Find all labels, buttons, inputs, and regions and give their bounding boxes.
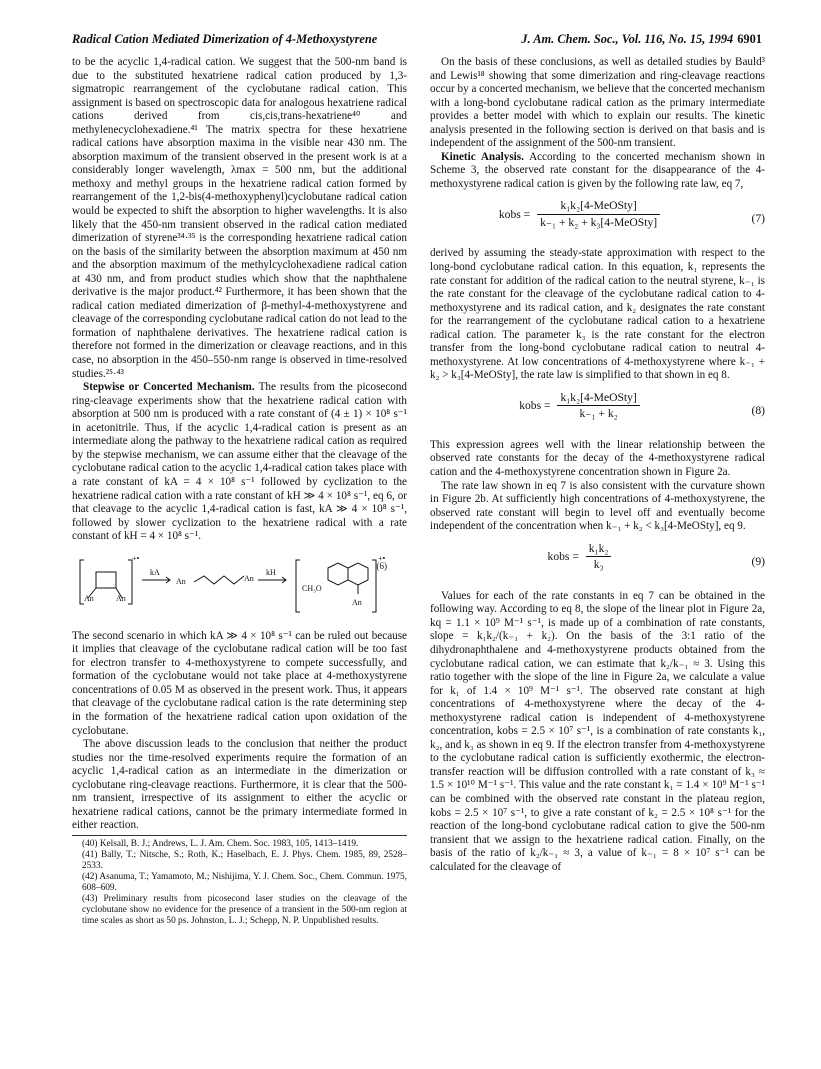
scheme-rate-kh: kH <box>266 567 276 577</box>
equation-number: (9) <box>751 554 765 568</box>
section-runin-heading: Kinetic Analysis. <box>441 150 524 163</box>
paragraph-stepwise <box>72 381 407 544</box>
reference-43: (43) Preliminary results from picosecond laser studies on the cleavage of the cyclobutane show no evidence for the presence of a transient in the 500-nm region at time scales as short as 50 ps. Johnston, L. J.; Schepp, N. P. Unpublished results. <box>82 893 407 926</box>
equation-denominator: k₋₁ + k₂ + k₃[4-MeOSty] <box>540 216 658 230</box>
reaction-scheme-6 <box>72 552 407 616</box>
scheme-an-label: An <box>352 597 362 607</box>
paragraph-text: The results from the picosecond ring-cleavage experiments show that the hexatriene radical cation with absorption at 500 nm is produced with a rate constant of (4 ± 1) × 10⁸ s⁻¹ in acetonitrile. Thus, if the acyclic 1,4-radical cation is present as an intermediate along the pathway to the hexatriene radical cation as required by the stepwise mechanism, we can assume either that the cleavage of the cyclobutane radical cation to the acyclic 1,4-radical cation takes place with a rate constant of kA = 4 × 10⁸ s⁻¹ followed by cyclization to the hexatriene radical cation with a rate constant of kH ≫ 4 × 10⁸ s⁻¹, eq 6, or that cleavage to the acyclic 1,4-radical cation is fast, kA ≫ 4 × 10⁸ s⁻¹, followed by slower cyclization to the hexatriene radical with a rate constant of kH = 4 × 10⁸ s⁻¹. <box>72 381 408 543</box>
paragraph: derived by assuming the steady-state approximation with respect to the long-bond cyclobutane radical cation. In this equation, k₁ represents the rate constant for addition of the radical cation to the neutral styrene, k₋₁ is the rate constant for the cleavage of the cyclobutane radical cation to 4-methoxystyrene and its radical cation, and k₂ designates the rate constant for the rearrangement of the cyclobutane radical cation to a hexatriene radical cation. The parameter k₃ is the rate constant for the electron transfer from the long-bond cyclobutane radical cation to neutral 4-methoxystyrene. At low concentrations of 4-methoxystyrene where k₋₁ + k₂ > k₃[4-MeOSty], the rate law is simplified to that shown in eq 8. <box>430 247 765 382</box>
scheme-rate-ka: kA <box>150 567 160 577</box>
equation-numerator: k₁k₂[4-MeOSty] <box>537 199 660 215</box>
paragraph: The above discussion leads to the conclusion that neither the product studies nor the time-resolved experiments require the formation of an acyclic 1,4-radical cation as an intermediate in the dimerization or cyclobutane ring-cleavage reactions. Furthermore, it is clear that the 500-nm transient, irrespective of its assignment to either the acyclic or hexatriene radical cations, cannot be the primary intermediate formed in either reaction. <box>72 738 407 832</box>
equation-denominator: k₋₁ + k₂ <box>579 407 618 421</box>
footnote-divider <box>72 835 407 836</box>
paragraph: The rate law shown in eq 7 is also consistent with the curvature shown in Figure 2b. At sufficiently high concentrations of 4-methoxystyrene, the observed rate constant will begin to level off and eventually become independent of the concentration when k₋₁ + k₂ < k₃[4-MeOSty], eq 9. <box>430 479 765 533</box>
equation-lhs: kobs = <box>498 207 531 221</box>
equation-9 <box>430 542 765 582</box>
scheme-an-label: An <box>244 573 254 583</box>
equation-number: (6) <box>376 560 387 571</box>
equation-fraction <box>557 391 639 421</box>
paragraph: This expression agrees well with the linear relationship between the observed rate constants for the decay of the 4-methoxystyrene radical cation and the 4-methoxystyrene concentration shown in Figure 2a. <box>430 438 765 479</box>
scheme-an-label: An <box>84 593 94 603</box>
paragraph: Values for each of the rate constants in eq 7 can be obtained in the following way. According to eq 8, the slope of the linear plot in Figure 2a, kq = 1.1 × 10⁹ M⁻¹ s⁻¹, is made up of a combination of rate constants, slope = k₁k₂/(k₋₁ + k₂). On the basis of the 3:1 ratio of the dihydronaphthalene and 4-methoxystyrene products obtained from the cyclobutane radical cation, we can estimate that k₂/k₋₁ ≈ 3. Using this ratio together with the slope of the line in Figure 2a, we calculate a value for k₁ of 1.4 × 10⁹ M⁻¹ s⁻¹. The observed rate constant at high concentrations of 4-methoxystyrene where the decay of the 4-methoxystyrene radical cation is independent of 4-methoxystyrene concentration, kobs = 2.5 × 10⁷ s⁻¹, is a combination of rate constants k₁, k₂, and k₃ as shown in eq 9. If the electron transfer from 4-methoxystyrene to the cyclobutane radical cation is sufficiently exothermic, the electron-transfer reaction will be diffusion controlled with a rate constant of k₃ ≈ 1.5 × 10¹⁰ M⁻¹ s⁻¹. This value and the rate constant k₁ = 1.4 × 10⁹ M⁻¹ s⁻¹ can be combined with the observed rate constant in the plateau region, kobs = 2.5 × 10⁷ s⁻¹, to give a rate constant of k₂ = 2.5 × 10⁸ s⁻¹ for the reaction of the long-bond cyclobutane radical cation to give the 500-nm transient that we assign to the hexatriene radical cation. Finally, on the basis of the ratio of k₂/k₋₁ ≈ 3, a value of k₋₁ = 8 × 10⁷ s⁻¹ can be calculated for the cleavage of <box>430 589 765 873</box>
paragraph-text: According to the concerted mechanism shown in Scheme 3, the observed rate constant for the disappearance of the 4-methoxystyrene radical cation is given by the following rate law, eq 7, <box>430 150 765 190</box>
paragraph: On the basis of these conclusions, as well as detailed studies by Bauld³ and Lewis¹⁸ showing that some dimerization and ring-cleavage reactions occur by a concerted mechanism, we believe that the concerted mechanism with a long-bond cyclobutane radical cation as the primary intermediate provides a better model with which to explain our results. The kinetic analysis presented in the following section is derived on that basis and is independent of the assignment of the 500-nm transient. <box>430 56 765 150</box>
equation-denominator: k₃ <box>593 558 604 572</box>
equation-lhs: kobs = <box>547 550 579 564</box>
scheme-methoxy-label: CH₃O <box>302 583 322 593</box>
equation-number: (8) <box>751 403 765 417</box>
paragraph: The second scenario in which kA ≫ 4 × 10⁸ s⁻¹ can be ruled out because it implies that cleavage of the cyclobutane radical cation will be too fast for electron transfer to 4-methoxystyrene to compete successfully, and formation of the cyclobutane would not take place at 4-methoxystyrene concentrations of 0.05 M as observed in the present work. Thus, it appears that cleavage of the cyclobutane radical cation is the rate determining step in the formation of the hexatriene radical cation upon oxidation of the cyclobutane. <box>72 629 407 737</box>
scheme-charge: +• <box>132 553 140 563</box>
section-runin-heading: Stepwise or Concerted Mechanism. <box>83 381 255 394</box>
equation-8 <box>430 391 765 431</box>
equation-number: (7) <box>751 212 765 226</box>
reference-41: (41) Bally, T.; Nitsche, S.; Roth, K.; Haselbach, E. J. Phys. Chem. 1985, 89, 2528–2533. <box>82 849 407 871</box>
equation-numerator: k₁k₂ <box>586 542 612 558</box>
paragraph-kinetic <box>430 151 765 192</box>
equation-numerator: k₁k₂[4-MeOSty] <box>557 391 639 407</box>
scheme-an-label: An <box>116 593 126 603</box>
journal-citation <box>521 32 762 47</box>
equation-fraction <box>586 542 612 572</box>
reference-list <box>72 839 407 927</box>
reference-40: (40) Kelsall, B. J.; Andrews, L. J. Am. Chem. Soc. 1983, 105, 1413–1419. <box>82 838 359 849</box>
equation-lhs: kobs = <box>519 399 551 413</box>
scheme-charge: +• <box>378 553 386 563</box>
page-number: 6901 <box>737 32 762 46</box>
running-header <box>72 32 762 48</box>
reference-42: (42) Asanuma, T.; Yamamoto, M.; Nishijima, Y. J. Chem. Soc., Chem. Commun. 1975, 608–609. <box>82 871 407 893</box>
equation-7 <box>430 199 765 239</box>
left-column <box>72 56 407 927</box>
right-column <box>430 56 765 874</box>
equation-fraction <box>537 199 660 229</box>
running-title: Radical Cation Mediated Dimerization of 4-Methoxystyrene <box>72 32 378 46</box>
scheme-an-label: An <box>176 576 186 586</box>
paragraph: to be the acyclic 1,4-radical cation. We suggest that the 500-nm band is due to the substituted hexatriene radical cation produced by 1,3-sigmatropic rearrangement of the cyclobutane radical cation. This assignment is based on spectroscopic data for analogous hexatriene radical cations derived from cis,cis,trans-hexatriene⁴⁰ and methylenecyclohexadiene.⁴¹ The matrix spectra for these hexatriene radical cations have absorption maxima in the visible near 430 nm. The absorption maximum of the transient observed in the present work is at a considerably longer wavelength, λmax = 500 nm, but the additional methoxy and methyl groups in the hexatriene radical cation formed by rearrangement of the 1,2-bis(4-methoxyphenyl)cyclobutane radical cation would be expected to shift the absorption to higher wavelengths. It is also likely that the 450-nm transient observed in the radical cation mediated dimerization of styrene³⁴·³⁵ is the corresponding hexatriene radical cation on the basis of the similarity between the absorption maximum at 450 nm and the absorption maximum of the methylcyclohexadiene radical cation at 430 nm, and from product studies which show that the naphthalene derivative is the major product.⁴² Furthermore, it has been shown that the radical cation mediated dimerization of β-methyl-4-methoxystyrene and cleavage of the corresponding cyclobutane radical cation do not lead to the formation of naphthalene derivatives. The hexatriene radical cation is therefore not formed in the dimerization or cleavage reactions, and in this case, no absorption in the 450–550-nm range is observed in time-resolved studies.²⁵·⁴³ <box>72 56 407 380</box>
journal-name: J. Am. Chem. Soc., Vol. 116, No. 15, 1994 <box>521 32 734 46</box>
